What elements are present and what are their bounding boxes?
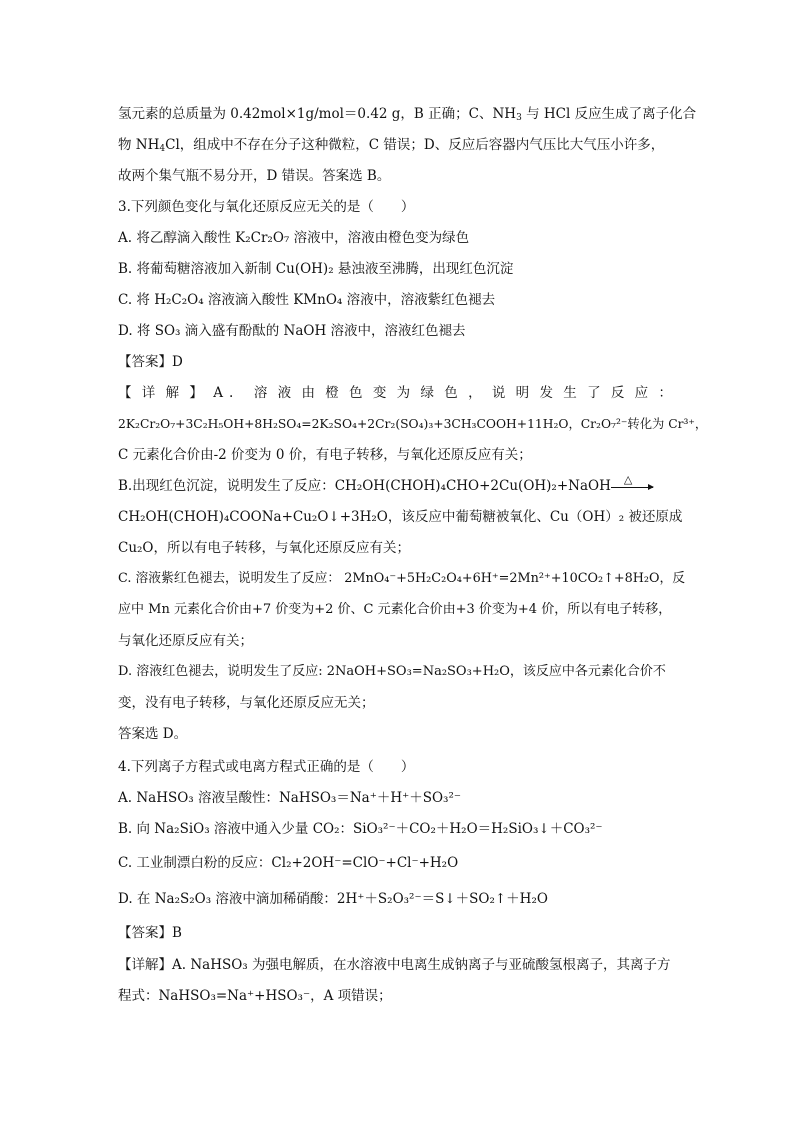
question-3-detail-line-9: 与氧化还原反应有关； [118,633,253,649]
question-3-detail-line-6: Cu₂O，所以有电子转移，与氧化还原反应有关； [118,540,411,556]
question-3-answer: 【答案】D [118,354,183,370]
question-4-detail-line-2: 程式：NaHSO₃=Na⁺+HSO₃⁻，A 项错误； [118,988,392,1004]
prev-paragraph-line-2: 物 $NH_4Cl$，组成中不存在分子这种微粒，C 错误；D、反应后容器内气压比大气压小许多， [118,137,665,154]
question-3-detail-line-4: B.出现红色沉淀，说明发生了反应：CH₂OH(CHOH)₄CHO+2Cu(OH)₂+NaOH △ [118,476,678,496]
question-3-detail-line-8: 应中 Mn 元素化合价由+7 价变为+2 价、C 元素化合价由+3 价变为+4 价，所以有电子转移， [118,602,672,617]
question-4-stem: 4.下列离子方程式或电离方程式正确的是（ ） [118,759,415,775]
prev-paragraph-line-1: 氢元素的总质量为 0.42mol×1g/mol＝0.42 g，B 正确；C、$NH_3$ 与 HCl 反应生成了离子化合 [118,106,697,123]
question-3-stem: 3.下列颜色变化与氧化还原反应无关的是（ ） [118,199,415,215]
question-3-detail-line-5: CH₂OH(CHOH)₄COONa+Cu₂O↓+3H₂O，该反应中葡萄糖被氧化、Cu（OH）₂ 被还原成 [118,509,683,525]
question-4-answer: 【答案】B [118,925,182,941]
prev-paragraph-line-3: 故两个集气瓶不易分开，D 错误。答案选 B。 [118,168,391,184]
question-3-option-d: D. 将 SO₃ 滴入盛有酚酞的 NaOH 溶液中，溶液红色褪去 [118,323,466,339]
question-3-detail-line-11: 变，没有电子转移，与氧化还原反应无关； [118,695,375,711]
question-4-option-a: A. NaHSO₃ 溶液呈酸性：NaHSO₃＝Na⁺＋H⁺＋SO₃²⁻ [118,790,461,806]
question-4-option-d: D. 在 Na₂S₂O₃ 溶液中滴加稀硝酸：2H⁺＋S₂O₃²⁻＝S↓＋SO₂↑＋H₂O [118,891,548,907]
question-3-detail-line-1: 【详解】A. 溶液由橙色变为绿色，说明发生了反应： [118,385,678,401]
question-3-option-b: B. 将葡萄糖溶液加入新制 Cu(OH)₂ 悬浊液至沸腾，出现红色沉淀 [118,261,514,277]
question-4-option-c: C. 工业制漂白粉的反应：Cl₂+2OH⁻=ClO⁻+Cl⁻+H₂O [118,855,459,871]
question-4-detail-line-1: 【详解】A. NaHSO₃ 为强电解质，在水溶液中电离生成钠离子与亚硫酸氢根离子，其离子方 [118,957,671,973]
question-3-detail-line-3: C 元素化合价由-2 价变为 0 价，有电子转移，与氧化还原反应有关； [118,447,532,463]
question-3-option-a: A. 将乙醇滴入酸性 K₂Cr₂O₇ 溶液中，溶液由橙色变为绿色 [118,230,470,246]
question-3-option-c: C. 将 H₂C₂O₄ 溶液滴入酸性 KMnO₄ 溶液中，溶液紫红色褪去 [118,292,496,308]
question-4-option-b: B. 向 Na₂SiO₃ 溶液中通入少量 CO₂：SiO₃²⁻＋CO₂＋H₂O＝H₂SiO₃↓＋CO₃²⁻ [118,821,603,837]
question-3-detail-line-2: 2K₂Cr₂O₇+3C₂H₅OH+8H₂SO₄=2K₂SO₄+2Cr₂(SO₄)₃+3CH₃COOH+11H₂O，Cr₂O₇²⁻转化为 Cr³⁺， [118,417,708,431]
question-3-detail-line-7: C. 溶液紫红色褪去，说明发生了反应： 2MnO₄⁻+5H₂C₂O₄+6H⁺=2Mn²⁺+10CO₂↑+8H₂O，反 [118,571,686,586]
question-3-detail-line-10: D. 溶液红色褪去，说明发生了反应: 2NaOH+SO₃=Na₂SO₃+H₂O，该反应中各元素化合价不 [118,664,666,679]
heating-arrow-icon: △ [611,478,653,492]
question-3-conclusion: 答案选 D。 [118,726,188,742]
